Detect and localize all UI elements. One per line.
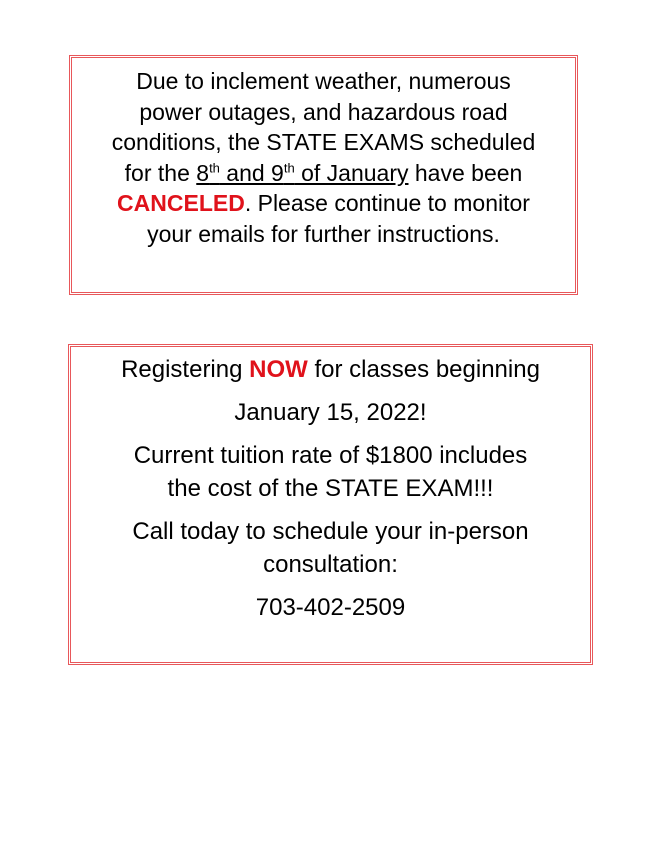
- cancel-line-1: Due to inclement weather, numerous: [136, 68, 511, 94]
- date1-suffix: th: [209, 159, 220, 175]
- month: of January: [294, 159, 409, 186]
- start-date: January 15, 2022!: [234, 399, 427, 426]
- cancel-line-3: conditions, the STATE EXAMS scheduled: [111, 129, 536, 155]
- cancel-line-6: your emails for further instructions.: [147, 220, 500, 247]
- cancellation-notice-box: [69, 55, 578, 295]
- tuition-line-2: the cost of the STATE EXAM!!!: [167, 475, 494, 502]
- line4-prefix: for the: [124, 159, 197, 186]
- date1: 8: [196, 159, 210, 186]
- cancel-line-2: power outages, and hazardous road: [139, 98, 508, 125]
- cancel-line-5: [72, 188, 575, 219]
- register-line: [71, 353, 590, 386]
- exam-dates: [196, 160, 408, 186]
- date2-suffix: th: [283, 159, 295, 175]
- line5-rest: . Please continue to monitor: [244, 190, 530, 216]
- cancel-line-4: [72, 158, 575, 189]
- line4-suffix: have been: [408, 159, 523, 186]
- call-line-1: Call today to schedule your in-person: [132, 518, 529, 545]
- registration-notice-box: [68, 344, 593, 665]
- date2: and 9: [219, 159, 284, 186]
- phone-number[interactable]: 703-402-2509: [255, 594, 406, 621]
- canceled-word: CANCELED: [117, 190, 245, 216]
- register-prefix: Registering: [121, 356, 250, 383]
- now-word: NOW: [249, 356, 308, 383]
- tuition-line-1: Current tuition rate of $1800 includes: [133, 442, 528, 469]
- call-line-2: consultation:: [263, 551, 398, 578]
- register-suffix: for classes beginning: [307, 356, 540, 383]
